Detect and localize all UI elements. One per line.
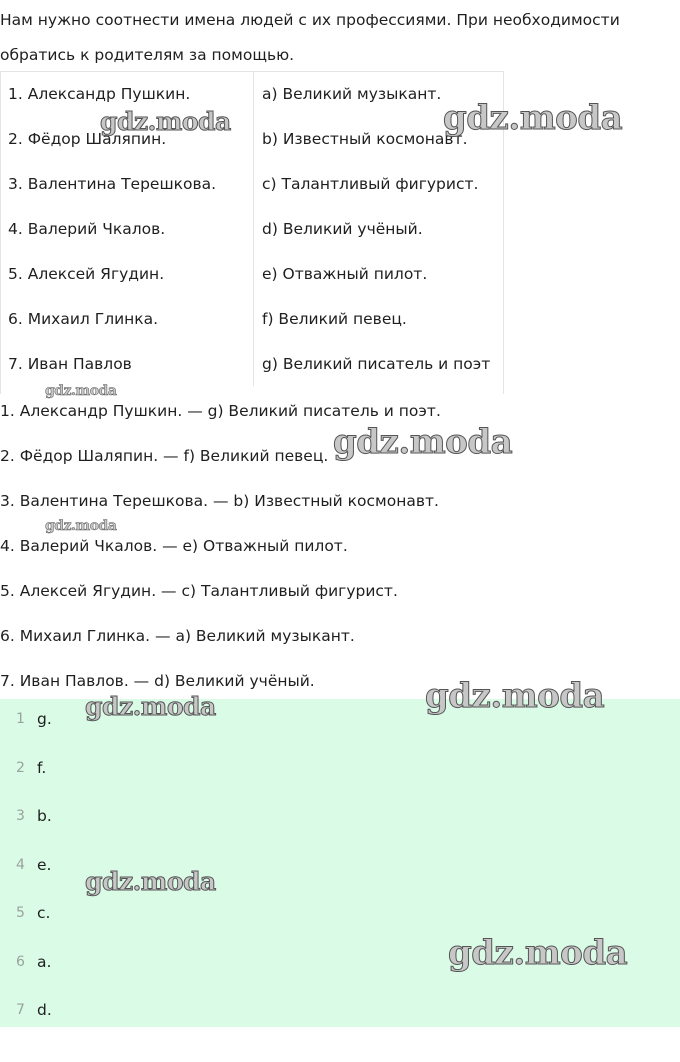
final-answer-item: [0, 748, 680, 797]
watermark: gdz.moda: [85, 867, 216, 896]
person-cell: 6. Михаил Глинка.: [0, 296, 254, 341]
watermark: gdz.moda: [85, 692, 216, 721]
profession-cell: b) Известный космонавт.: [262, 129, 468, 148]
watermark: gdz.moda: [443, 98, 623, 138]
table-row: [0, 116, 505, 161]
answer-item: 1. Александр Пушкин. — g) Великий писатель и поэт.: [0, 402, 441, 420]
table-row: [0, 161, 505, 206]
final-answer-item: [0, 893, 680, 942]
item-answer: g.: [37, 710, 52, 728]
final-answer-item: [0, 845, 680, 894]
table-row: [0, 251, 505, 296]
item-number: 4: [16, 856, 25, 873]
final-answer-item: [0, 942, 680, 991]
person-cell: 4. Валерий Чкалов.: [0, 206, 254, 251]
table-row: [0, 71, 505, 116]
item-answer: c.: [37, 904, 51, 922]
profession-cell: a) Великий музыкант.: [262, 84, 442, 103]
person-cell: 1. Александр Пушкин.: [0, 71, 254, 116]
item-answer: e.: [37, 855, 52, 874]
answer-item: 3. Валентина Терешкова. — b) Известный космонавт.: [0, 492, 439, 510]
item-answer: f.: [37, 758, 47, 777]
item-answer: a.: [37, 952, 52, 971]
item-answer: b.: [37, 807, 52, 825]
watermark: gdz.moda: [45, 383, 117, 399]
person-cell: 3. Валентина Терешкова.: [0, 161, 254, 206]
profession-cell: f) Великий певец.: [262, 309, 407, 328]
watermark: gdz.moda: [448, 933, 628, 973]
profession-cell: g) Великий писатель и поэт: [262, 354, 491, 373]
answer-item: 7. Иван Павлов. — d) Великий учёный.: [0, 672, 315, 690]
item-number: 3: [16, 808, 25, 824]
item-number: 6: [16, 953, 25, 970]
person-cell: 2. Фёдор Шаляпин.: [0, 116, 254, 161]
table-row: [0, 296, 505, 341]
matching-table: [0, 71, 505, 386]
answer-list: [0, 389, 680, 704]
answer-item: 5. Алексей Ягудин. — c) Талантливый фигурист.: [0, 582, 398, 600]
answer-item: 2. Фёдор Шаляпин. — f) Великий певец.: [0, 447, 329, 465]
watermark: gdz.moda: [100, 107, 231, 136]
table-row: [0, 206, 505, 251]
watermark: gdz.moda: [425, 676, 605, 716]
item-number: 7: [16, 1002, 25, 1018]
table-row: [0, 341, 505, 386]
profession-cell: e) Отважный пилот.: [262, 264, 428, 283]
final-answer-list: [0, 699, 680, 1039]
person-cell: 5. Алексей Ягудин.: [0, 251, 254, 296]
answer-item: 4. Валерий Чкалов. — e) Отважный пилот.: [0, 537, 348, 555]
final-answer-item: [0, 990, 680, 1039]
item-number: 5: [16, 905, 25, 921]
task-intro-text: Нам нужно соотнести имена людей с их профессиями. При необходимости обратись к родителям за помощью.: [0, 11, 620, 64]
profession-cell: c) Талантливый фигурист.: [262, 174, 479, 193]
person-cell: 7. Иван Павлов: [0, 341, 254, 386]
final-answer-item: [0, 699, 680, 748]
item-number: 2: [16, 759, 25, 776]
final-answer-box: [0, 699, 680, 1027]
profession-cell: d) Великий учёный.: [262, 219, 423, 238]
answer-item: 6. Михаил Глинка. — a) Великий музыкант.: [0, 627, 355, 645]
final-answer-item: [0, 796, 680, 845]
watermark: gdz.moda: [45, 518, 117, 534]
item-answer: d.: [37, 1001, 52, 1019]
item-number: 1: [16, 711, 25, 727]
watermark: gdz.moda: [333, 422, 513, 462]
